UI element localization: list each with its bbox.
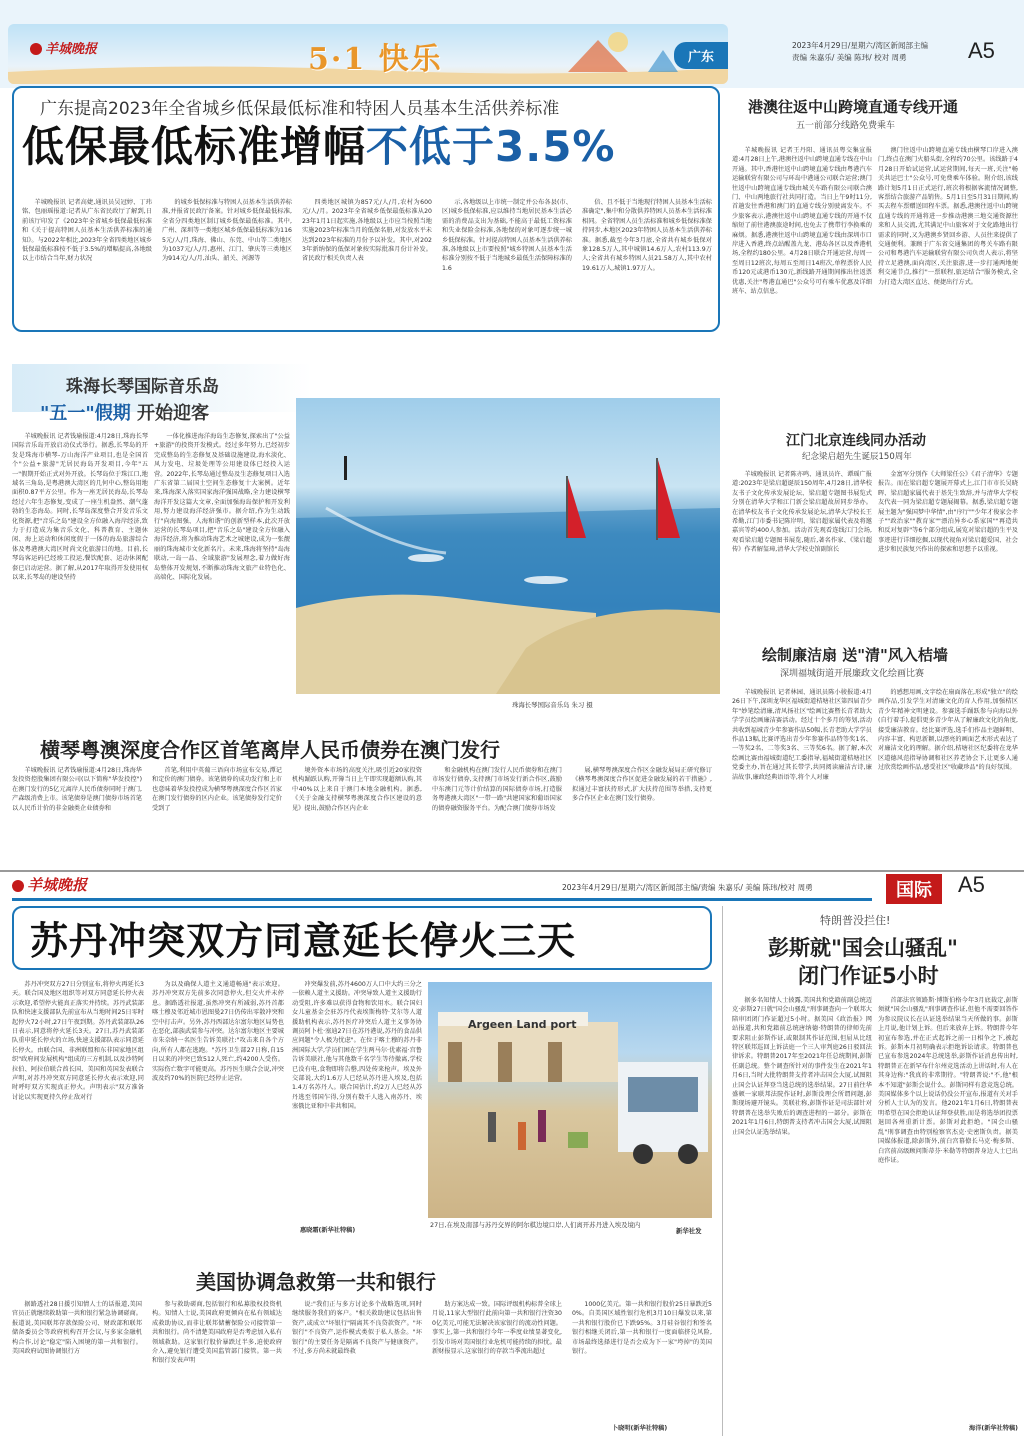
music-island-photo: [296, 398, 720, 694]
painting-subheadline: 深圳福城街道开展廉政文化绘画比赛: [780, 669, 925, 679]
painting-col-2: 的感想用画,文字绘在扇面落在,形成"独立"的绘画作品,引发学生对清廉文化的育人作用,加强桔区青少年精神文明建设。参赛选手踊跃参与向海以外(自行着手),提倡更多青少年从了解廉政文化的角度,接受廉洁教育。经比赛评选,选手们作品主题鲜明、内容丰富、构思新颖,以漂亮的画面艺术形式表达了对廉洁文化的理解。据介绍,桔塘社区纪委将在龙华区道德风范指导协调和社区养老协会下,让更多人通过欣赏绘画作品,感受社区"收藏珍品"的良好氛围。: [878, 689, 1018, 772]
intl-page-number: A5: [958, 872, 985, 897]
ferry-col-2: 澳门往返中山跨境直通专线由横琴口岸进入澳门,终点在澳门火船头街,全程约70公里。该线路于4月28日开始试运营,试运营期间,每天一班,关注"畅关共运巴士"公众号,可免费乘车体验。附介绍,该线路计划5月1日正式运行,班次将根据客流情况调整,客票结合旅游产品销售。5月1日至5月31日期间,购买去程车票赠送回程车票。据悉,港澳往返中山跨境直通专线的开通将进一步推动港澳三地交通资源往来和人员交流,尤其满足中山旅客对于文化路地出行需求的同时,又为港澳乡贤回乡游、人员往来提供了交通便利。兼顾于广东省交通集团的粤关车路有限公司和粤港汽车运输联营有限公司负责人表示,将坚持立足港澳,面向湾区,关注旅游,进一步打通两地便利交通节点,推行"一票联程,旅运结合"服务模式,全力打造大湾区直达、便捷出行方式。: [878, 147, 1018, 286]
editors-line: 责编 朱嘉乐/ 美编 陈玮/ 校对 周勇: [792, 53, 907, 62]
music-col-2: 一体化推进海洋海岛生态修复,探索出了"公益+旅游"的投资开发模式。经过多年努力,已经初步完成整岛的生态修复及基础设施建设,海水淡化、风力发电、垃圾处理等公用建设体已经投入运营。2022年,长琴岛通过整岛及生态修复项目入选广东省第二届国土空间生态修复十大案例。近年来,珠海深入落实国家海洋强国战略,全力建设横琴海洋开发这篇大文章,全面加强海岛保护和开发利用,努力建设海洋经济强市。据介绍,作为生动践行"向海图强、人海和谐"的创新型样本,此次开放运营的长琴岛项目,把"音乐之岛"建设全方位融入海洋经济,将为推动珠海艺术之城建设,成为一张靓丽的珠海城市文化新名片。未来,珠海将坚持"岛海联动,一岛一品、全域旅游"发展理念,着力做好海岛整体开发规划,不断推动珠海文旅产业特色化、高端化、国际化发展。: [154, 433, 290, 582]
bank-col-1: 据路透社28日援引知情人士的话报道,美国官员正就继续救助第一共和银行紧急协调磋商。报道说,美国联邦存款保险公司、财政部和联邦储备委员会等政府机构召开会议,与多家金融机构合作,讨论"稳定"陷入困境的第一共和银行。美国政府试图协调银行方: [12, 1301, 142, 1356]
bank-col-2: 参与救助磋商,包括银行和私募股权投资机构。知情人士说,美国政府更倾向在私有领域达成救助协议,而非让联邦储蓄保险公司接管第一共和银行。尚不清楚美国政府是否考虑加入私有领域救助。这家银行股价暴跌过半多,迫使政府介入,避免银行遭受美国监管部门接管。第一共和银行发表声明: [152, 1301, 282, 1365]
border-sign: Argeen Land port: [468, 1018, 577, 1031]
pence-col-1: 据多名知情人士披露,美国共和党籍前副总统迈克·彭斯27日就"国会山骚乱"刑事调查向一个联邦大陪审团闭门作证超过5小时。据美国《政治报》网站报道,共和党籍前总统唐纳德·特朗普的律师先前要求阻止彭斯作证,或限制其作证范围,但屈从比纽特区联邦巡回上诉法庭一个三人审判庭26日驳回法律诉求。特朗普2017年至2021年任总统期间,彭斯任副总统。整个调查所针对的事件发生在2021年1月6日,当时大批特朗普支持者冲击国会大厦,试图阻止国会认证拜登当选总统的选举结果。27日前往华盛顿一家联邦法院作证时,彭斯没理会所谓问题,彭斯现场避开镜头。美联社称,彭斯作证是司法部针对特朗普在选举失败后的调查进程的一部分。彭斯在2021年1月6日,特朗普支持者冲击国会大厦,试图阻止国会认证选举结果。: [732, 997, 872, 1136]
sudan-border-photo: [428, 982, 712, 1218]
bank-headline: 美国协调急救第一共和银行: [196, 1270, 436, 1294]
lead-headline: [22, 124, 616, 170]
lead-col-2: 的城乡低保标准与特困人员基本生活供养标准,并报省民政厅备案。针对城乡低保最低标准,全省分四类地区制订城乡低保最低标准。其中,广州、深圳等一类地区城乡低保最低标准为1165元/人/月,珠海、佛山、东莞、中山等二类地区为1037元/人/月,惠州、江门、肇庆等三类地区为914元/人/月,汕头、韶关、河源等: [162, 199, 292, 263]
page-number: A5: [968, 38, 995, 63]
jiangmen-subheadline: 纪念梁启超先生诞辰150周年: [802, 452, 912, 462]
bank-col-5: 1000亿美元。第一共和银行股价25日暴跌近50%。自美国区域性银行危机3月10日爆发以来,第一共和银行股价已下跌95%。3月硅谷银行和签名银行相继关闭后,第一共和银行一度面临挤兑风险,市场最终选择进行是否会成为下一家"垮掉"的美国银行。: [572, 1301, 712, 1356]
pence-headline-line-1: 彭斯就"国会山骚乱": [768, 936, 958, 960]
pence-credit: 海洋(新华社特稿): [969, 1425, 1018, 1432]
pence-kicker: 特朗普没拦住!: [820, 914, 891, 927]
bonds-headline: 横琴粤澳深度合作区首笔离岸人民币债券在澳门发行: [40, 738, 500, 762]
bonds-col-1: 羊城晚报讯 记者钱瑜报道:4月28日,珠海华发投资控股集团有限公司(以下简称"华发投控")在澳门发行的5亿元离岸人民币债券同时于澳门,产森级消费上市。该笔债券是澳门债券市场首笔以人民币计价的非金融类企业债券和: [12, 767, 142, 812]
date-line: 2023年4月29日/星期六/湾区新闻部主编: [792, 41, 928, 50]
music-subtitle-highlight: "五一"假期: [40, 403, 131, 424]
lead-col-3: 四类地区城镇为857元/人/月,农村为600元/人/月。2023年全省城乡低保最低标准从2023年1月1日起实施,各地级以上市应当按照当地实施2023年标准当月的低保名册,对发放水平未达到2023年标准的月份予以补发。其中,对2023年新纳保的低保对象按实际批准月份计补发。省民政厅相关负责人表: [302, 199, 432, 263]
lead-headline-part-a: 低保最低标准增幅: [22, 122, 367, 171]
intl-date-line: 2023年4月29日/星期六/湾区新闻部主编/责编 朱嘉乐/ 美编 陈玮/校对 周勇: [562, 883, 813, 892]
sea-scene: [296, 398, 720, 694]
ferry-headline: 港澳往返中山跨境直通专线开通: [748, 98, 959, 116]
page-divider: [0, 870, 1024, 872]
intl-section-tab[interactable]: 国际: [886, 874, 942, 904]
intl-logo: 羊城晚报: [12, 874, 87, 895]
music-col-1: 羊城晚报讯 记者钱瑜报道:4月28日,珠海长琴国际音乐岛开放启动仪式举行。据悉,长琴岛的开发是珠海市横琴-万山海洋产业项目,也是全国首个"公益+旅游"无居民海岛开发项目,今年"五一"假期开始正式对外开放。长琴岛位于珠江口,地域名三角岛,是粤港澳大湾区的几何中心,整岛用地面积0.87平方公里。作为一座无居民海岛,长琴岛经过六年生态修复,变成了一座生机盎然、潮气蓬勃的生态海岛。同时,长琴岛深度整合开发音乐文化资源,把"音乐之岛"建设全方位融入海岸经济,致力于打造成为集音乐文化、科普教育、主题休闲、海上运动和休闲度假于一体的海岛旅游综合体及粤港澳大湾区时尚文化旅游目的地。目前,长琴岛客运码已经竣工投运,餐饮配套、运动休闲配套已启动运营。据了解,从2017年取得开发使用权以来,长琴岛的建设坚持: [12, 433, 148, 582]
jiangmen-col-2: 金富军分别作《大师梁任公》《君子清华》专题报告。而在梁启超专题展开幕式上,江门市市长吴晓晖、梁启超家属代表于基先生致辞,并与清华大学校友代表一同为梁启超专题展揭幕。据悉,梁启超专题展主题为"强国梦中华情",由"序厅""少年才俊家会孝子""政治家""教育家""漂泊异乡心系家国""再造共和反对复辟"等6个部分组成,展览对梁启超的生平及事迹进行详细挖掘,以现代视角对梁启超爱国、社会进步和民族复兴作出的探索和思想予以重视。: [878, 471, 1018, 554]
lead-col-1: 羊城晚报讯 记者高婕,通讯员吴冠婷、丁玮铭、包丽瑶报道:记者从广东省民政厅了解到,日前该厅印发了《2023年全省城乡低保最低标准和《关于提高特困人员基本生活供养标准的通知》。与2022年相比,2023年全省四类地区城乡低保最低标准按不低于3.5%的增幅提高,各地级以上市结合当年,财力状况: [22, 199, 152, 263]
intl-logo-icon: [12, 880, 24, 892]
lead-kicker: 广东提高2023年全省城乡低保最低标准和特困人员基本生活供养标准: [40, 99, 560, 119]
intl-rule: [12, 898, 872, 901]
music-title: 珠海长琴国际音乐岛: [66, 377, 219, 397]
ferry-col-1: 羊城晚报讯 记者王丹阳、通讯员粤交集宣报道:4月28日上午,港澳往返中山跨境直通专线在中山开通。其中,香港往返中山跨境直通专线由粤港汽车运输联营有限公司与环岛中港通公司联合运营;澳门往返中山跨境直通专线由城关车路有限公司联合澳门、中山两地旅行社共同打造。当日上午9时11分,首趟发往香港和澳门的直通专线分别驶离发车。不少旅客表示,港澳往返中山跨境直通专线的开通不仅缩短了前往港澳旅途时间,也免去了携带行李换乘的麻烦。据悉,港澳往返中山跨境直通专线由深圳市口岸进入香港,终点站醒盖九龙、港岛各区以及香港机场,全程约180公里。4月28日联合开通运营,每周一至周日12班次,每周五至周日14班次,单程票价人民币120元或港币130元,新线路开通期间推出往返票优惠,关注"粤港直通巴"公众号可有乘车优惠及详细班车、站点信息。: [732, 147, 872, 296]
festival-banner: [8, 24, 728, 84]
sudan-headline: 苏丹冲突双方同意延长停火三天: [30, 919, 577, 963]
music-subtitle-rest: 开始迎客: [137, 403, 210, 424]
sudan-photo-credit: 新华社发: [676, 1227, 702, 1235]
bank-col-4: 助方案达成一致。国际评级机构标普全球上月说,11家大型银行此前向第一共和银行注资300亿美元,可能无法解决该家银行的流动性问题。事实上,第一共和银行今年一季度业绩显著变化,引发市场对美国银行业危机可能持续的担忧。最新财报显示,这家银行的存款当季流出超过: [432, 1301, 562, 1356]
bonds-col-5: 展,横琴粤澳深度合作区金融发展局正研究修订《横琴粤澳深度合作区促进金融发展的若干措施》,拟通过丰富扶持形式,扩大扶持范围等举措,支持更多合作区企业在澳门发行债券。: [572, 767, 712, 803]
region-tab[interactable]: 广东: [674, 42, 728, 69]
ferry-subheadline: 五一前部分线路免费乘车: [796, 121, 896, 131]
sudan-col-2: 为以及确保人道主义通道畅通"表示欢迎。苏丹冲突双方先前多次同意停火,但交火并未停息。据路透社报道,虽然冲突有所减弱,苏丹首都喀土穆及邻近城市恩图曼27日仍传出零散冲突和空中打击声。另外,苏丹西部达尔富尔地区局势也在恶化,部族武装参与冲突。达尔富尔地区主要城市朱奈纳一名医生告诉美联社:"攻击来自各个方向,所有人都在逃跑。"苏丹卫生部27日称,自15日以来的冲突已致512人死亡,约4200人受伤。实际伤亡数字可能更高。苏丹医生联合会说,冲突波及约70%的医院已经停止运营。: [152, 981, 284, 1083]
painting-headline: 绘制廉洁扇 送"清"风入桔墙: [762, 646, 948, 664]
pence-headline-line-2: 闭门作证5小时: [798, 964, 939, 988]
festival-title: 5·1 快乐: [308, 42, 443, 77]
sudan-col-3: 冲突爆发前,苏丹4600万人口中大约三分之一依赖人道主义援助。冲突导致人道主义援助行动受阻,许多难以获得食物和饮用水。联合国妇女儿童基金会驻苏丹代表埃斯梅特·艾尔等人道援助机构表示,苏丹医疗冲突后人道主义事务协调员阿卜杜·塞迪27日在苏丹港说,苏丹的食品供应问题"令人极为忧虑"。在位于喀土穆的苏丹非洲国际大学,学员们困在学生两马尔·优素福·宫鲁告诉美联社,他与其他数千名学生等待撤离,学校已没有电,食物即将告罄,四处传来枪声。埃及外交部说,大约1.6万人已经从苏丹进入埃及,包括1.4万名苏丹人。联合国估计,约2万人已经从苏丹逃至邻国乍得,分别有数千人逃入南苏丹、埃塞俄比亚和中非共和国。: [292, 981, 422, 1111]
music-subtitle: [40, 399, 209, 425]
sudan-credit: 惠晓霜(新华社特稿): [300, 1227, 356, 1234]
lead-col-5: 倍、且不低于当地现行特困人员基本生活标准确定",集中和分散供养特困人员基本生活标准相同。全省特困人员生活标准和城乡低保标准保持同步,本地区2023年特困人员基本生活供养标准。据悉,截至今年3月底,全省共有城乡低保对象128.5万人,其中城镇14.6万人,农村113.9万人;全省共有城乡特困人员21.58万人,其中农村19.61万人,城镇1.97万人。: [582, 199, 712, 272]
column-divider: [722, 906, 723, 1436]
newspaper-logo: 羊城晚报: [30, 38, 97, 57]
bonds-col-3: 境外资本市场的高度关注,吸引近20家投资机构踊跃认购,开簿当日上午即实现超额认购,其中40%以上来自于澳门本地金融机构。据悉,《关于金融支持横琴粤澳深度合作区建设的意见》提出,鼓励合作区内企业: [292, 767, 422, 812]
bonds-col-4: 和金融机构在澳门发行人民币债券和在澳门市场发行债券,支持澳门市场发行新合作区,鼓励中东澳门元等计价结算的国际债券市场,打造服务粤港澳大湾区"一带一路"共建国家和葡语国家的债券融资服务平台。为配合澳门债券市场发: [432, 767, 562, 812]
sudan-photo-caption: 27日,在埃及南部与苏丹交界的阿尔棋边境口岸,人们离开苏丹进入埃及境内: [430, 1221, 641, 1229]
sudan-col-1: 苏丹冲突双方27日分别宣布,将停火再延长3天。联合国及地区组织等对双方同意延长停火表示欢迎,希望停火能真正落实并持续。苏丹武装部队和快速支援部队先前宣布从当地时间25日零时起停火72小时,27日午夜到期。苏丹武装部队26日表示,同意将停火延长3天。27日,苏丹武装部队重申延长停火的立场,快速支援部队表示同意延长停火。由联合国、非洲联盟和东非国家地区组织"政府间发展机构"组成的三方机制,以及沙特阿拉伯、阿拉伯联合酋长国、美国和英国发表联合声明,对苏丹冲突双方同意延长停火表示欢迎,同时呼吁双方实现真正停火。声明表示"双方准备讨论以实现更持久停止敌对行: [12, 981, 144, 1101]
logo-icon: [30, 43, 42, 55]
jiangmen-col-1: 羊城晚报讯 记者陈亦鸣、通讯员许、谭瑶广报道:2023年是梁启超诞辰150周年,4月28日,清华校友书子文化传承发展论坛、梁启超专题图书展览式分别在清华大学和江门新会梁启超故居同步举办。在清华校友书子文化传承发展论坛,清华大学校长王希勤,江门市委书记陈岸明、梁启超家属代表及将邀嘉宾等约400人参加。活动首先观看连线江门会场,观看梁启超专题图书展览,随后,著名作家、《梁启超传》作者解玺璋,清华大学校史馆副馆长: [732, 471, 872, 554]
pence-col-2: 首部法官领路斯·博斯伯格今年3月底裁定,彭斯须就"国会山骚乱"刑事调查作证,但他不需要回答作为参议院议长在认证选举结果当天所做的事。彭斯上月说,他计划上诉。但后来放弃上诉。特朗普今年初宣布参选,并在正式起诉之前一日相争之下,被起诉。彭斯本月初明确表示拒绝诉讼请求。特朗普也已宣布参选2024年总统选举,彭斯作证消息传出时,特朗普正在新罕布什尔州竞选活动上讲话时,有人在其身边称:"我真的非常期待。"特朗普说:"不,他"根本不知道"彭斯会说什么。彭斯同样有意竞选总统。美国媒体多个以上说话仍没公开宣布,报道有关对手分析人士认为的发言。他2021年1月6日,特朗普表明希望在国会拒绝认证拜登获胜,而是将选举团投票退回各州重新计票。彭斯对此拒绝。"国会山骚乱"刑事调查由特别检察官杰克·史密斯负责。据美国媒体报道,除彭斯外,前白宫幕僚长马克·梅多斯、白宫前高级顾问斯蒂芬·米勒等特朗普身边人士已出庭作证。: [878, 997, 1018, 1164]
lead-headline-part-b: 不低于3.5%: [366, 122, 616, 171]
painting-col-1: 羊城晚报讯 记者林园、通讯员陈小骏报道:4月26日下午,深圳龙华区福城街道桔塘社区第四届青少年"妙笔绘清廉,清风扬社区"绘画比赛暨长青者助大学学员绘画廉洁赛活动。经过十个多月的筹划,活动共收到福城青少年参赛作品50幅,长青老助大学学员作品13幅,比赛评选出青少年参赛作品特等奖1名、一等奖2名、二等奖3名、三等奖6名。据了解,本次绘画比赛由福城街道纪工委指导,福城街道桔塘社区党委主办,旨在通过其长带学,共同阅读廉洁古诗,廉洁故事,廉政经典语语等,将个人对廉: [732, 689, 872, 781]
jiangmen-headline: 江门北京连线同办活动: [786, 433, 926, 449]
bonds-col-2: 首笔,利用中英葡三语向市场宣布交易,潭记和定价的澳门债券。该笔债券的成功发行和上市也意味着华发投控成为横琴粤澳深度合作区首家在澳门发行债券的区内企业。该笔债券发行定价受到了: [152, 767, 282, 812]
music-photo-caption: 珠海长琴国际音乐岛 朱习 摄: [512, 701, 593, 709]
bank-credit: 卜晓明(新华社特稿): [612, 1425, 668, 1432]
lead-col-4: 示,各地级以上市统一制定并公布各县(市、区)城乡低保标准,应以维持当地居民基本生活必需的消费品支出为基础,不能高于最低工资标准和失业保险金标准,各地保的对象可逐步统一城乡低保标准。针对提高特困人员基本生活供养标准,各地级以上市要按照"城乡特困人员基本生活标准分别按不低于当地城乡最低生活保障标准的1.6: [442, 199, 572, 272]
bank-col-3: 说:"我们正与多方讨论多个战略选项,同时继续服务我们的客户。"相关救助建议包括出售资产,或成立"坏银行"隔离其不良贷款资产。"坏银行"不良资产,运作模式类似于私人基金。"坏银行"的主要任务是隔离不良资产与健康资产。不过,多方尚未就最终救: [292, 1301, 422, 1356]
